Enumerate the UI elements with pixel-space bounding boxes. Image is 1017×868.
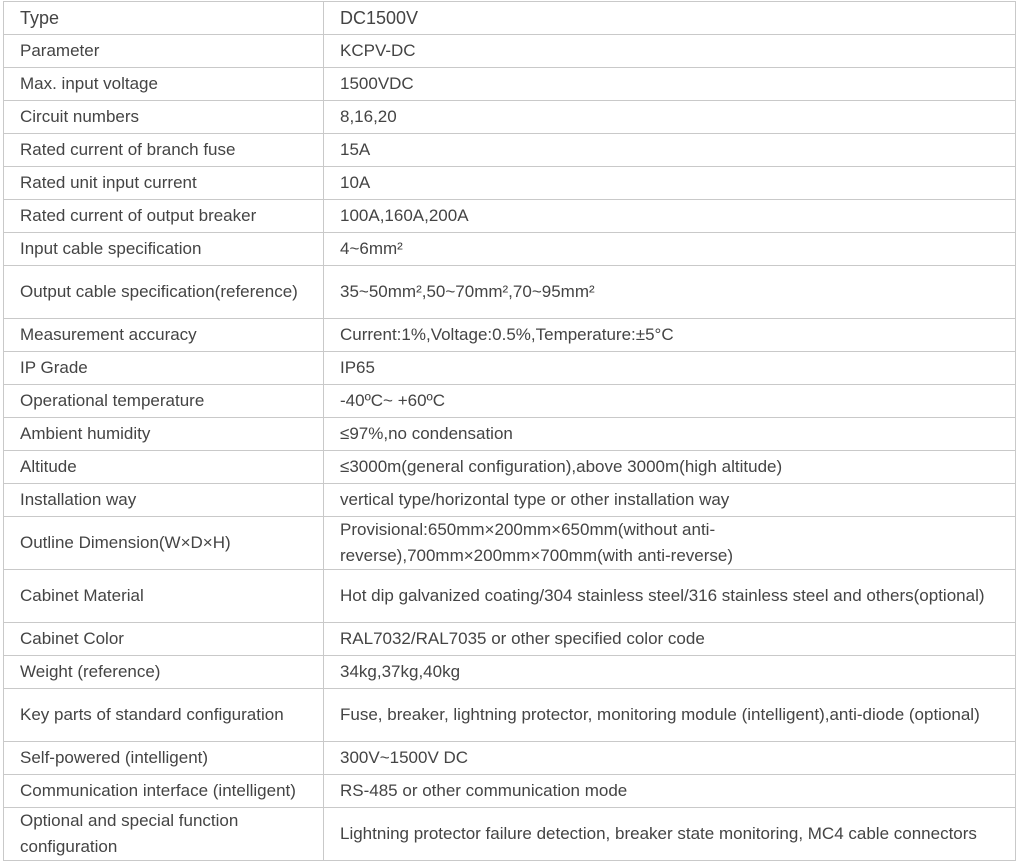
spec-value-text: vertical type/horizontal type or other installation way — [340, 490, 730, 509]
spec-value-text: 34kg,37kg,40kg — [340, 662, 461, 681]
spec-value — [324, 200, 1016, 233]
spec-label-text: Output cable specification(reference) — [20, 282, 298, 301]
spec-value-text: RAL7032/RAL7035 or other specified color code — [340, 629, 705, 648]
spec-label — [4, 352, 324, 385]
spec-value — [324, 35, 1016, 68]
spec-label — [4, 623, 324, 656]
spec-label-text: Outline Dimension(W×D×H) — [20, 533, 231, 552]
spec-label-text: Rated current of output breaker — [20, 206, 257, 225]
spec-label-text: Ambient humidity — [20, 424, 151, 443]
spec-label-text: Cabinet Color — [20, 629, 124, 648]
spec-value — [324, 484, 1016, 517]
spec-label — [4, 570, 324, 623]
spec-value — [324, 689, 1016, 742]
spec-label-text: IP Grade — [20, 358, 88, 377]
spec-value-text: ≤3000m(general configuration),above 3000m(high altitude) — [340, 457, 783, 476]
spec-label — [4, 689, 324, 742]
specification-table — [3, 1, 1016, 861]
spec-label-text: Installation way — [20, 490, 137, 509]
table-row — [4, 101, 1016, 134]
spec-value — [324, 68, 1016, 101]
spec-label-text: Weight (reference) — [20, 662, 161, 681]
spec-value-text: 15A — [340, 140, 371, 159]
spec-value-text: 100A,160A,200A — [340, 206, 469, 225]
table-row — [4, 385, 1016, 418]
table-row — [4, 484, 1016, 517]
spec-value-text: Fuse, breaker, lightning protector, monitoring module (intelligent),anti-diode (optional) — [340, 705, 980, 724]
spec-label — [4, 742, 324, 775]
table-row — [4, 689, 1016, 742]
table-row — [4, 134, 1016, 167]
spec-label — [4, 200, 324, 233]
spec-label-text: Rated current of branch fuse — [20, 140, 236, 159]
spec-label — [4, 418, 324, 451]
spec-value-text: Hot dip galvanized coating/304 stainless steel/316 stainless steel and others(optional) — [340, 586, 985, 605]
spec-value — [324, 2, 1016, 35]
spec-value — [324, 134, 1016, 167]
spec-value-text: RS-485 or other communication mode — [340, 781, 628, 800]
spec-value-text: IP65 — [340, 358, 375, 377]
spec-value — [324, 451, 1016, 484]
spec-value — [324, 656, 1016, 689]
spec-value-text: 35~50mm²,50~70mm²,70~95mm² — [340, 282, 595, 301]
spec-label-text: Measurement accuracy — [20, 325, 197, 344]
spec-value-text: Provisional:650mm×200mm×650mm(without anti-reverse),700mm×200mm×700mm(with anti-reverse) — [340, 520, 734, 565]
spec-label-text: Input cable specification — [20, 239, 202, 258]
spec-value-text: Current:1%,Voltage:0.5%,Temperature:±5°C — [340, 325, 674, 344]
spec-label-text: Circuit numbers — [20, 107, 140, 126]
spec-label — [4, 2, 324, 35]
spec-value-text: ≤97%,no condensation — [340, 424, 513, 443]
table-row — [4, 266, 1016, 319]
spec-label — [4, 775, 324, 808]
spec-value-text: KCPV-DC — [340, 41, 416, 60]
table-row — [4, 742, 1016, 775]
spec-label — [4, 656, 324, 689]
spec-value — [324, 775, 1016, 808]
table-row — [4, 775, 1016, 808]
spec-label — [4, 68, 324, 101]
table-row — [4, 68, 1016, 101]
spec-label — [4, 233, 324, 266]
spec-label — [4, 266, 324, 319]
table-row — [4, 418, 1016, 451]
spec-label-text: Altitude — [20, 457, 77, 476]
table-row — [4, 200, 1016, 233]
table-row — [4, 570, 1016, 623]
spec-label-text: Operational temperature — [20, 391, 205, 410]
spec-value — [324, 418, 1016, 451]
spec-value — [324, 167, 1016, 200]
spec-value — [324, 517, 1016, 570]
spec-label-text: Optional and special function configuration — [20, 811, 239, 856]
spec-value-text: DC1500V — [340, 8, 419, 28]
spec-value — [324, 570, 1016, 623]
table-row — [4, 167, 1016, 200]
table-row — [4, 808, 1016, 861]
spec-label — [4, 451, 324, 484]
table-row — [4, 233, 1016, 266]
spec-value-text: 1500VDC — [340, 74, 414, 93]
spec-label — [4, 101, 324, 134]
table-row — [4, 656, 1016, 689]
spec-label-text: Rated unit input current — [20, 173, 197, 192]
spec-label-text: Cabinet Material — [20, 586, 144, 605]
spec-label — [4, 808, 324, 861]
spec-value-text: Lightning protector failure detection, breaker state monitoring, MC4 cable connectors — [340, 824, 977, 843]
spec-label — [4, 134, 324, 167]
spec-value-text: -40ºC~ +60ºC — [340, 391, 446, 410]
spec-value — [324, 352, 1016, 385]
spec-value-text: 4~6mm² — [340, 239, 403, 258]
spec-value — [324, 808, 1016, 861]
spec-label — [4, 484, 324, 517]
table-row — [4, 451, 1016, 484]
table-row — [4, 623, 1016, 656]
spec-label — [4, 35, 324, 68]
spec-label — [4, 385, 324, 418]
spec-label — [4, 319, 324, 352]
spec-value — [324, 319, 1016, 352]
spec-value — [324, 233, 1016, 266]
table-row — [4, 2, 1016, 35]
spec-label-text: Parameter — [20, 41, 100, 60]
spec-value-text: 300V~1500V DC — [340, 748, 469, 767]
spec-label-text: Type — [20, 8, 60, 28]
spec-value — [324, 266, 1016, 319]
spec-label — [4, 517, 324, 570]
spec-value-text: 10A — [340, 173, 371, 192]
spec-label — [4, 167, 324, 200]
spec-label-text: Communication interface (intelligent) — [20, 781, 296, 800]
table-row — [4, 35, 1016, 68]
spec-label-text: Max. input voltage — [20, 74, 158, 93]
spec-value — [324, 623, 1016, 656]
spec-label-text: Key parts of standard configuration — [20, 705, 284, 724]
spec-value-text: 8,16,20 — [340, 107, 397, 126]
table-row — [4, 517, 1016, 570]
table-row — [4, 352, 1016, 385]
spec-label-text: Self-powered (intelligent) — [20, 748, 209, 767]
spec-value — [324, 385, 1016, 418]
spec-value — [324, 101, 1016, 134]
spec-value — [324, 742, 1016, 775]
table-row — [4, 319, 1016, 352]
